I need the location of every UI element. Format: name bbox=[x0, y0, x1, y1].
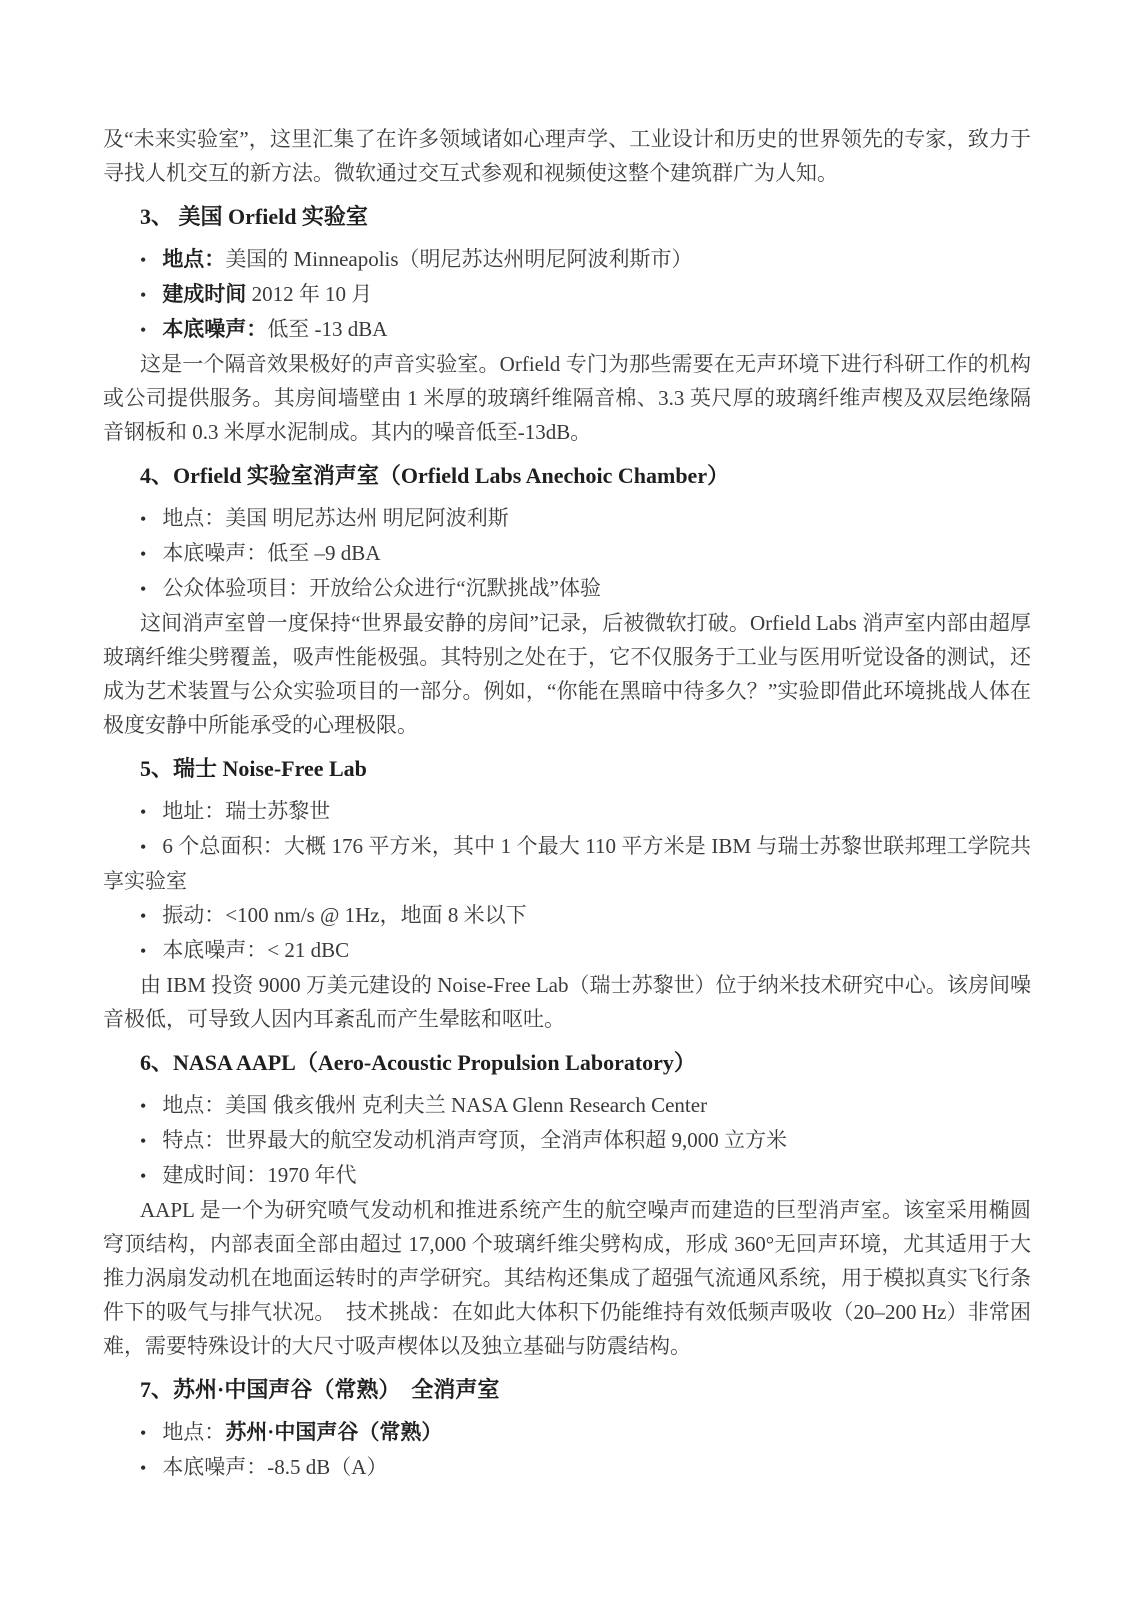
bullet-text: 美国的 Minneapolis（明尼苏达州明尼阿波利斯市） bbox=[225, 247, 693, 271]
section-5-heading: 5、瑞士 Noise-Free Lab bbox=[140, 756, 367, 781]
bullet-text: 6 个总面积：大概 176 平方米，其中 1 个最大 110 平方米是 IBM 与瑞士苏黎世联邦理工学院共享实验室 bbox=[103, 834, 1031, 893]
bullet-item bbox=[103, 1158, 1031, 1193]
bullet-marker-icon: • bbox=[140, 837, 147, 857]
section-6-heading: 6、NASA AAPL（Aero-Acoustic Propulsion Laboratory） bbox=[140, 1050, 696, 1075]
section-6-paragraph: AAPL 是一个为研究喷气发动机和推进系统产生的航空噪声而建造的巨型消声室。该室采用椭圆穹顶结构，内部表面全部由超过 17,000 个玻璃纤维尖劈构成，形成 360°无回声环境，尤其适用于大推力涡扇发动机在地面运转时的声学研究。其结构还集成了超强气流通风系统，用于模拟真实飞行条件下的吸气与排气状况。 技术挑战：在如此大体积下仍能维持有效低频声吸收（20–200 Hz）非常困难，需要特殊设计的大尺寸吸声楔体以及独立基础与防震结构。 bbox=[103, 1198, 1031, 1358]
bullet-item bbox=[103, 571, 1031, 606]
bullet-text: 地址：瑞士苏黎世 bbox=[162, 799, 331, 823]
section-7-heading: 7、苏州·中国声谷（常熟） 全消声室 bbox=[140, 1377, 500, 1402]
bullet-marker-icon: • bbox=[140, 250, 147, 270]
bullet-marker-icon: • bbox=[140, 544, 147, 564]
bullet-item bbox=[103, 1123, 1031, 1158]
bullet-item bbox=[103, 501, 1031, 536]
bullet-text: 建成时间：1970 年代 bbox=[162, 1163, 357, 1187]
bullet-marker-icon: • bbox=[140, 941, 147, 961]
bullet-marker-icon: • bbox=[140, 906, 147, 926]
bullet-marker-icon: • bbox=[140, 320, 147, 340]
intro-paragraph: 及“未来实验室”，这里汇集了在许多领域诸如心理声学、工业设计和历史的世界领先的专家，致力于寻找人机交互的新方法。微软通过交互式参观和视频使这整个建筑群广为人知。 bbox=[103, 127, 1031, 185]
bullet-item bbox=[103, 829, 1031, 898]
bullet-item bbox=[103, 898, 1031, 933]
bullet-item bbox=[103, 1088, 1031, 1123]
bullet-marker-icon: • bbox=[140, 1131, 147, 1151]
bullet-text: 本底噪声：-8.5 dB（A） bbox=[162, 1455, 388, 1479]
section-5-paragraph: 由 IBM 投资 9000 万美元建设的 Noise-Free Lab（瑞士苏黎世）位于纳米技术研究中心。该房间噪音极低，可导致人因内耳紊乱而产生晕眩和呕吐。 bbox=[103, 973, 1031, 1031]
bullet-label: 地点： bbox=[162, 247, 226, 271]
section-4-heading: 4、Orfield 实验室消声室（Orfield Labs Anechoic Chamber） bbox=[140, 463, 730, 488]
bullet-item bbox=[103, 933, 1031, 968]
bullet-text: 地点：美国 明尼苏达州 明尼阿波利斯 bbox=[162, 506, 509, 530]
bullet-item bbox=[103, 312, 1031, 347]
bullet-text: 地点： bbox=[162, 1420, 226, 1444]
bullet-item bbox=[103, 1450, 1031, 1485]
bullet-item bbox=[103, 536, 1031, 571]
bullet-marker-icon: • bbox=[140, 802, 147, 822]
bullet-text: 特点：世界最大的航空发动机消声穹顶，全消声体积超 9,000 立方米 bbox=[162, 1128, 788, 1152]
bullet-text: 公众体验项目：开放给公众进行“沉默挑战”体验 bbox=[162, 576, 601, 600]
bullet-item bbox=[103, 242, 1031, 277]
bullet-text: 本底噪声：低至 –9 dBA bbox=[162, 541, 381, 565]
bullet-text: 低至 -13 dBA bbox=[267, 317, 388, 341]
bullet-text: 2012 年 10 月 bbox=[246, 282, 373, 306]
bullet-bold-text: 苏州·中国声谷（常熟） bbox=[225, 1420, 443, 1444]
section-4-paragraph: 这间消声室曾一度保持“世界最安静的房间”记录，后被微软打破。Orfield Labs 消声室内部由超厚玻璃纤维尖劈覆盖，吸声性能极强。其特别之处在于，它不仅服务于工业与医用听觉设备的测试，还成为艺术装置与公众实验项目的一部分。例如，“你能在黑暗中待多久？”实验即借此环境挑战人体在极度安静中所能承受的心理极限。 bbox=[103, 611, 1031, 737]
bullet-marker-icon: • bbox=[140, 509, 147, 529]
bullet-marker-icon: • bbox=[140, 1096, 147, 1116]
bullet-item bbox=[103, 794, 1031, 829]
bullet-marker-icon: • bbox=[140, 1166, 147, 1186]
bullet-marker-icon: • bbox=[140, 579, 147, 599]
bullet-marker-icon: • bbox=[140, 285, 147, 305]
bullet-item bbox=[103, 1415, 1031, 1450]
bullet-marker-icon: • bbox=[140, 1423, 147, 1443]
bullet-text: 振动：<100 nm/s @ 1Hz，地面 8 米以下 bbox=[162, 903, 527, 927]
bullet-label: 建成时间 bbox=[162, 282, 247, 306]
bullet-text: 地点：美国 俄亥俄州 克利夫兰 NASA Glenn Research Center bbox=[162, 1093, 708, 1117]
bullet-text: 本底噪声：< 21 dBC bbox=[162, 938, 350, 962]
bullet-marker-icon: • bbox=[140, 1458, 147, 1478]
bullet-label: 本底噪声： bbox=[162, 317, 268, 341]
section-3-heading: 3、 美国 Orfield 实验室 bbox=[140, 204, 368, 229]
section-3-paragraph: 这是一个隔音效果极好的声音实验室。Orfield 专门为那些需要在无声环境下进行科研工作的机构或公司提供服务。其房间墙壁由 1 米厚的玻璃纤维隔音棉、3.3 英尺厚的玻璃纤维声楔及双层绝缘隔音钢板和 0.3 米厚水泥制成。其内的噪音低至-13dB。 bbox=[103, 352, 1031, 444]
bullet-item bbox=[103, 277, 1031, 312]
